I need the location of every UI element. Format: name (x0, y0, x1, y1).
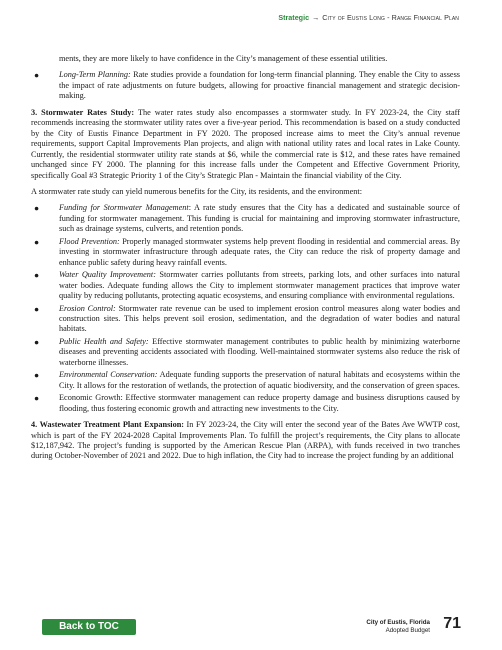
footer-org-block (366, 619, 430, 635)
continuation-text: ments, they are more likely to have confidence in the City’s management of these essential utilities. (59, 54, 388, 63)
bullet-icon: ● (34, 303, 40, 314)
bullet-text: : A rate study ensures that the City has a dedicated and sustainable source of funding for stormwater management. This funding is crucial for maintaining and improving stormwater infrastructure, such as drainage systems, culverts, and retention ponds. (59, 203, 460, 234)
bullet-text: Effective stormwater management contributes to public health by minimizing waterborne diseases and preventing accidents associated with flooding. Well-maintained stormwater systems also reduce the risk of waterborne illnesses. (59, 336, 460, 367)
bullet-icon: ● (34, 270, 40, 281)
section-3-heading: 3. Stormwater Rates Study: (31, 107, 135, 117)
section-3-paragraph (31, 108, 460, 181)
bullet-icon: ● (34, 70, 40, 81)
list-item (31, 70, 460, 101)
bullet-icon: ● (34, 203, 40, 214)
bullet-term: Erosion Control: (59, 303, 116, 313)
benefits-intro: A stormwater rate study can yield numerous benefits for the City, its residents, and the environment: (31, 186, 362, 196)
page-body (31, 54, 460, 468)
benefits-list (31, 203, 460, 414)
list-item (31, 203, 460, 234)
bullet-text: Properly managed stormwater systems help prevent flooding in residential and commercial areas. By investing in stormwater infrastructure through adequate rates, the City can reduce the risk of property damage and enhance public safety during heavy rainfall events. (59, 236, 461, 267)
bullet-term: Environmental Conservation: (59, 370, 158, 380)
section-4-heading: 4. Wastewater Treatment Plant Expansion: (31, 420, 185, 430)
bullet-text: Rate studies provide a foundation for long-term financial planning. They enable the City to assess the impact of rate adjustments on future budgets, allowing for proactive financial management and strategic decision-making. (59, 70, 460, 101)
list-item (31, 304, 460, 335)
list-item (31, 270, 460, 301)
bullet-icon: ● (34, 236, 40, 247)
footer-doc-name: Adopted Budget (385, 627, 430, 634)
section-3-text: The water rates study also encompasses a stormwater study. In FY 2023-24, the City staff recommends increasing the stormwater utility rates over a five-year period. This recommendation is based on a study conducted by the City of Eustis Finance Department in FY 2020. The proposed increase aims to meet the City’s annual revenue requirements, support Capital Improvements Plan projects, and align with national utility rates and local rates in Lake County. Currently, the residential stormwater utility rate stands at $6, while the commercial rate is $12, and these rates have remained unchanged since FY 2000. The planning for this increase falls under the Competent and Effective Government Priority, specifically Goal #3 Strategic Priority 1 of the City’s Strategic Plan - Maintain the financial viability of the City. (31, 107, 460, 180)
bullet-icon: ● (34, 336, 40, 347)
bullet-term: Water Quality Improvement: (59, 270, 156, 280)
header-arrow: → (312, 13, 320, 22)
bullet-text: Stormwater carries pollutants from streets, parking lots, and other surfaces into natural water bodies. Adequate funding allows the City to implement stormwater management practices that improve water quality by reducing pollutants, protecting aquatic ecosystems, and ensuring compliance with environmental regulations. (59, 270, 460, 301)
header-document-title: City of Eustis Long - Range Financial Plan (322, 13, 459, 22)
bullet-term: Flood Prevention: (59, 236, 120, 246)
bullet-term: Funding for Stormwater Management (59, 203, 189, 213)
bullet-icon: ● (34, 370, 40, 381)
bullet-text: Stormwater rate revenue can be used to implement erosion control measures along water bodies and construction sites. This helps prevent soil erosion, sedimentation, and the degradation of water bodies and natural habitats. (59, 303, 460, 334)
bullet-icon: ● (34, 393, 40, 404)
running-header (278, 13, 459, 22)
bullet-term: Public Health and Safety: (59, 336, 149, 346)
list-item (31, 393, 460, 414)
bullet-list-top (31, 70, 460, 101)
section-4-paragraph (31, 420, 460, 462)
list-item (31, 237, 460, 268)
bullet-text: Economic Growth: Effective stormwater management can reduce property damage and business disruptions caused by flooding, thus fostering economic growth and attracting new investments to the City. (59, 393, 460, 413)
bullet-text: Adequate funding supports the preservation of natural habitats and ecosystems within the City. It allows for the restoration of wetlands, the protection of aquatic biodiversity, and the conservation of green spaces. (59, 370, 460, 390)
list-item (31, 337, 460, 368)
footer-org-name: City of Eustis, Florida (366, 619, 430, 626)
back-to-toc-button[interactable]: Back to TOC (42, 619, 136, 635)
page-number: 71 (443, 615, 461, 632)
bullet-term: Long-Term Planning: (59, 70, 131, 80)
section-4-text: In FY 2023-24, the City will enter the second year of the Bates Ave WWTP cost, which is part of the FY 2024-2028 Capital Improvements Plan. To fulfill the project’s requirements, the City plans to allocate $12,187,942. The project’s funding is supported by the American Rescue Plan (ARPA), with funds received in two tranches during October-November of 2021 and 2022. Due to high inflation, the City had to increase the project funding by an additional (31, 420, 460, 461)
header-section-label: Strategic (278, 13, 310, 22)
list-item (31, 370, 460, 391)
